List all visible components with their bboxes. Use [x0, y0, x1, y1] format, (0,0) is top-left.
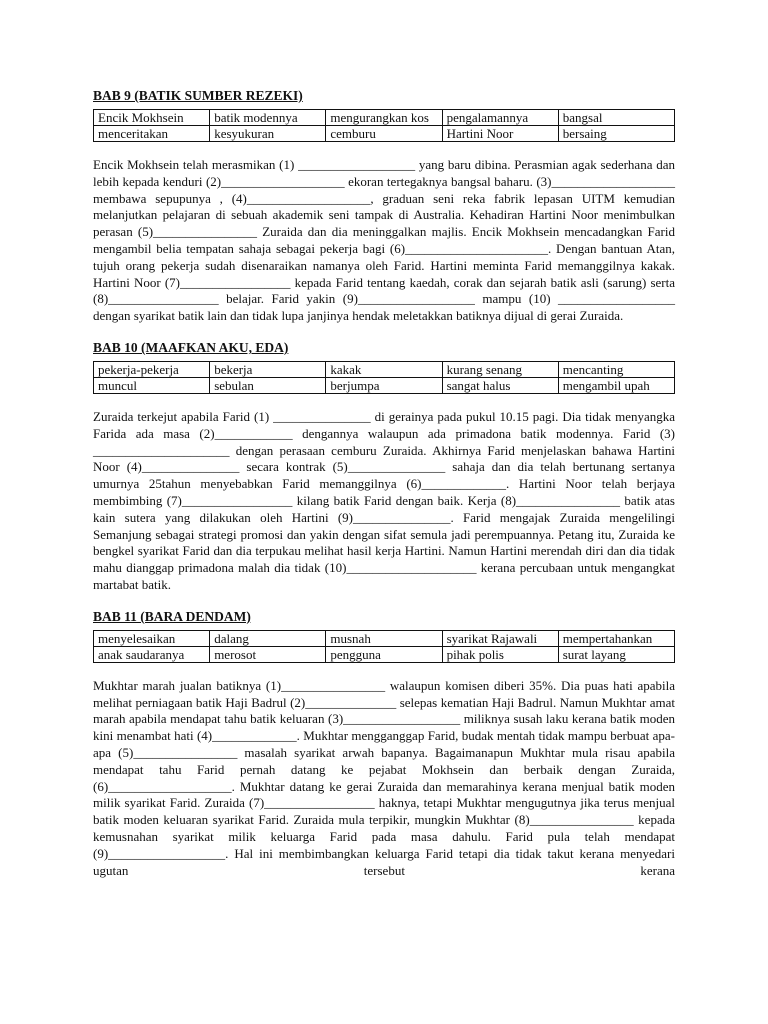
table-cell: mengambil upah: [558, 377, 674, 393]
table-cell: pengalamannya: [442, 110, 558, 126]
table-cell: kakak: [326, 361, 442, 377]
table-row: [94, 377, 675, 393]
table-cell: sebulan: [210, 377, 326, 393]
table-cell: surat layang: [558, 646, 674, 662]
table-cell: kurang senang: [442, 361, 558, 377]
table-row: [94, 361, 675, 377]
table-cell: dalang: [210, 630, 326, 646]
section-bab-9: [93, 88, 675, 325]
cloze-passage: Zuraida terkejut apabila Farid (1) _______________ di gerainya pada pukul 10.15 pagi. Dia tidak menyangka Farida ada masa (2)____________ dengannya walaupun ada primadona batik modennya. Farid (3) _____________________ dengan perasaan cemburu Zuraida. Akhirnya Farid menjelaskan bahawa Hartini Noor (4)_______________ secara kontrak (5)_______________ sahaja dan dia telah bertunang sertanya umurnya 25tahun menyebabkan Farid memanggilnya (6)_____________. Hartini Noor telah berjaya membimbing (7)_________________ kilang batik Farid dengan baik. Kerja (8)________________ batik atas kain sutera yang dilakukan oleh Hartini (9)_______________. Farid mengajak Zuraida mengelilingi Semanjung sebagai strategi promosi dan yakin dengan sifat semula jadi perempuannya. Petang itu, Zuraida ke bengkel syarikat Farid dan dia terpukau melihat hasil kerja Hartini. Namun Hartini merendah diri dan dia tidak mahu dianggap primadona malah dia tidak (10)____________________ kerana percubaan untuk mengangkat martabat batik.: [93, 408, 675, 592]
table-cell: syarikat Rajawali: [442, 630, 558, 646]
table-row: [94, 630, 675, 646]
table-cell: musnah: [326, 630, 442, 646]
cloze-passage: Mukhtar marah jualan batiknya (1)________________ walaupun komisen diberi 35%. Dia puas hati apabila melihat perniagaan batik Haji Badrul (2)______________ selepas kematian Haji Badrul. Namun Mukhtar amat marah apabila mendapat tahu batik keluaran (3)__________________ miliknya susah laku kerana batik moden kini menambat hati (4)_____________. Mukhtar mengganggap Farid, budak mentah tidak mampu berbuat apa-apa (5)________________ masalah syarikat arwah bapanya. Bagaimanapun Mukhtar mula risau apabila mendapat tahu Farid pernah datang ke pejabat Mokhsein dan berbaik dengan Zuraida, (6)___________________. Mukhtar datang ke gerai Zuraida dan memarahinya kerana menjual batik moden milik syarikat Farid. Zuraida (7)_________________ haknya, tetapi Mukhtar mengugutnya jika terus menjual batik moden keluaran syarikat Farid. Zuraida mula terpikir, mungkin Mukhtar (8)________________ kepada kemusnahan syarikat milik keluarga Farid pada masa dahulu. Farid pula telah mendapat (9)__________________. Hal ini membimbangkan keluarga Farid tetapi dia tidak takut kerana menyedari ugutan tersebut kerana: [93, 677, 675, 878]
table-cell: bangsal: [558, 110, 674, 126]
table-cell: kesyukuran: [210, 126, 326, 142]
word-bank-table: [93, 361, 675, 394]
word-bank-table: [93, 630, 675, 663]
table-cell: Encik Mokhsein: [94, 110, 210, 126]
section-bab-11: [93, 609, 675, 880]
table-cell: muncul: [94, 377, 210, 393]
section-heading: BAB 10 (MAAFKAN AKU, EDA): [93, 339, 289, 355]
table-cell: pengguna: [326, 646, 442, 662]
table-cell: anak saudaranya: [94, 646, 210, 662]
table-cell: Hartini Noor: [442, 126, 558, 142]
table-row: [94, 646, 675, 662]
table-cell: menyelesaikan: [94, 630, 210, 646]
table-cell: berjumpa: [326, 377, 442, 393]
table-cell: bersaing: [558, 126, 674, 142]
section-bab-10: [93, 340, 675, 594]
table-row: [94, 110, 675, 126]
table-cell: mempertahankan: [558, 630, 674, 646]
table-cell: bekerja: [210, 361, 326, 377]
table-cell: menceritakan: [94, 126, 210, 142]
cloze-passage: Encik Mokhsein telah merasmikan (1) __________________ yang baru dibina. Perasmian agak sederhana dan lebih kepada kenduri (2)___________________ ekoran tertegaknya bangsal baharu. (3)___________________ membawa sepupunya , (4)___________________, graduan seni reka fabrik lepasan UITM kemudian melanjutkan pelajaran di sebuah akademik seni tampak di Australia. Kehadiran Hartini Noor menimbulkan perasan (5)________________ Zuraida dan dia meninggalkan majlis. Encik Mokhsein mencadangkan Farid mengambil belia tempatan sahaja sebagai pekerja bagi (6)______________________. Dengan bantuan Atan, tujuh orang pekerja sudah disenaraikan namanya oleh Farid. Hartini meminta Farid memanggilnya kakak. Hartini Noor (7)_________________ kepada Farid tentang kaedah, corak dan sejarah batik asli (sarung) serta (8)_________________ belajar. Farid yakin (9)__________________ mampu (10) __________________ dengan syarikat batik lain dan tidak lupa janjinya hendak meletakkan batiknya dijual di gerai Zuraida.: [93, 157, 675, 324]
document-page: [93, 88, 675, 894]
table-cell: sangat halus: [442, 377, 558, 393]
table-cell: batik modennya: [210, 110, 326, 126]
section-heading: BAB 9 (BATIK SUMBER REZEKI): [93, 88, 303, 103]
section-heading: BAB 11 (BARA DENDAM): [93, 608, 251, 624]
word-bank-table: [93, 109, 675, 142]
table-cell: mengurangkan kos: [326, 110, 442, 126]
table-cell: mencanting: [558, 361, 674, 377]
table-cell: cemburu: [326, 126, 442, 142]
table-row: [94, 126, 675, 142]
table-cell: merosot: [210, 646, 326, 662]
table-cell: pekerja-pekerja: [94, 361, 210, 377]
table-cell: pihak polis: [442, 646, 558, 662]
